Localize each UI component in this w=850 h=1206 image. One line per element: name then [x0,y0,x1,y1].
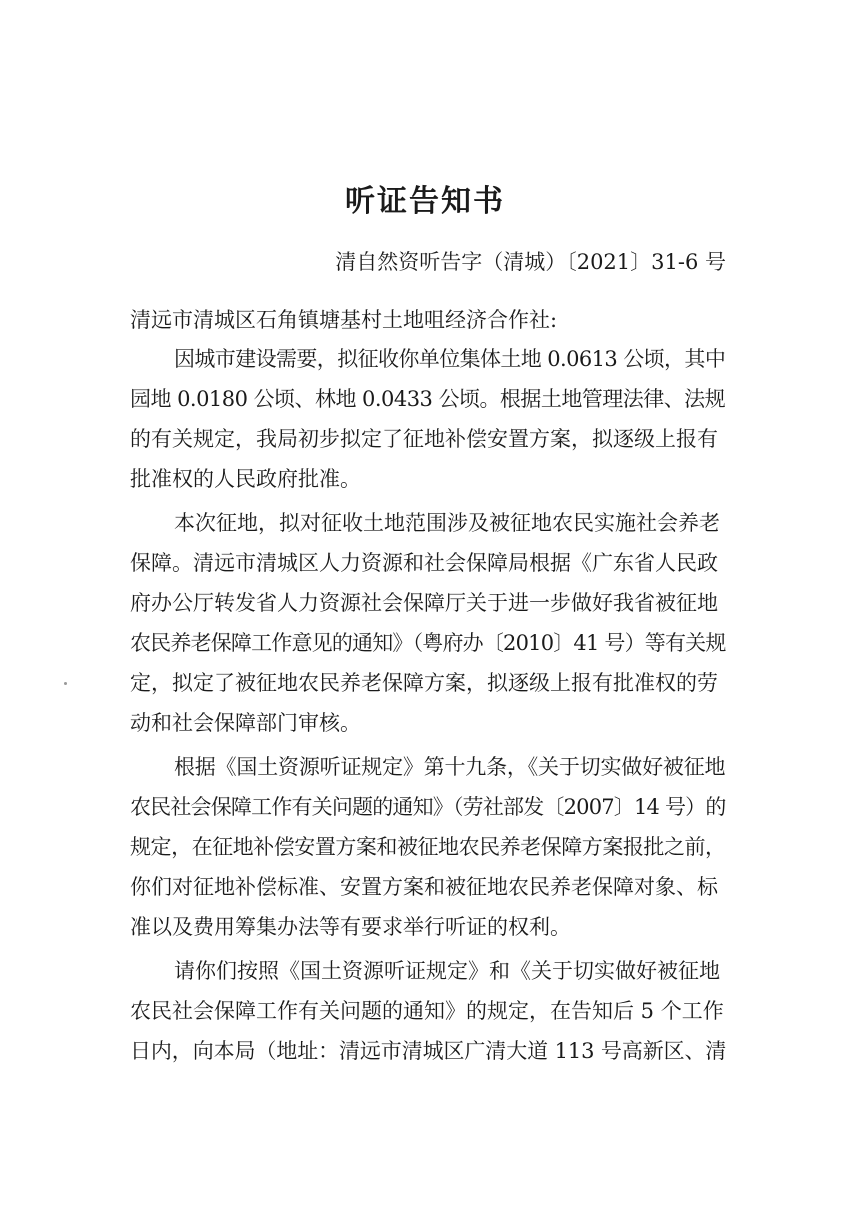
document-title: 听证告知书 [345,184,505,219]
paragraph-1-line-4: 批准权的人民政府批准。 [130,467,361,491]
paragraph-1-line-2: 园地 0.0180 公顷、林地 0.0433 公顷。根据土地管理法律、法规 [130,387,726,411]
paragraph-2-line-6: 动和社会保障部门审核。 [130,711,361,735]
paragraph-1-line-1: 因城市建设需要，拟征收你单位集体土地 0.0613 公顷，其中 [174,347,726,371]
document-number: 清自然资听告字（清城）〔2021〕31-6 号 [335,250,726,274]
addressee: 清远市清城区石角镇塘基村土地咀经济合作社: [130,308,558,332]
scan-speck [64,682,67,685]
paragraph-4-line-2: 农民社会保障工作有关问题的通知》的规定，在告知后 5 个工作 [130,999,724,1023]
paragraph-2-line-1: 本次征地，拟对征收土地范围涉及被征地农民实施社会养老 [174,511,720,535]
paragraph-3-line-1: 根据《国土资源听证规定》第十九条，《关于切实做好被征地 [174,755,726,779]
paragraph-3-line-2: 农民社会保障工作有关问题的通知》（劳社部发〔2007〕14 号）的 [130,795,726,819]
paragraph-1-line-3: 的有关规定，我局初步拟定了征地补偿安置方案，拟逐级上报有 [130,427,718,451]
paragraph-2-line-2: 保障。清远市清城区人力资源和社会保障局根据《广东省人民政 [130,551,718,575]
paragraph-3-line-3: 规定，在征地补偿安置方案和被征地农民养老保障方案报批之前， [130,835,726,859]
paragraph-4-line-1: 请你们按照《国土资源听证规定》和《关于切实做好被征地 [174,959,720,983]
paragraph-2-line-3: 府办公厅转发省人力资源社会保障厅关于进一步做好我省被征地 [130,591,718,615]
paragraph-2-line-4: 农民养老保障工作意见的通知》（粤府办〔2010〕41 号）等有关规 [130,631,726,655]
paragraph-3-line-4: 你们对征地补偿标准、安置方案和被征地农民养老保障对象、标 [130,875,718,899]
paragraph-3-line-5: 准以及费用筹集办法等有要求举行听证的权利。 [130,915,571,939]
paragraph-2-line-5: 定，拟定了被征地农民养老保障方案，拟逐级上报有批准权的劳 [130,671,718,695]
paragraph-4-line-3: 日内，向本局（地址：清远市清城区广清大道 113 号高新区、清 [130,1039,727,1063]
